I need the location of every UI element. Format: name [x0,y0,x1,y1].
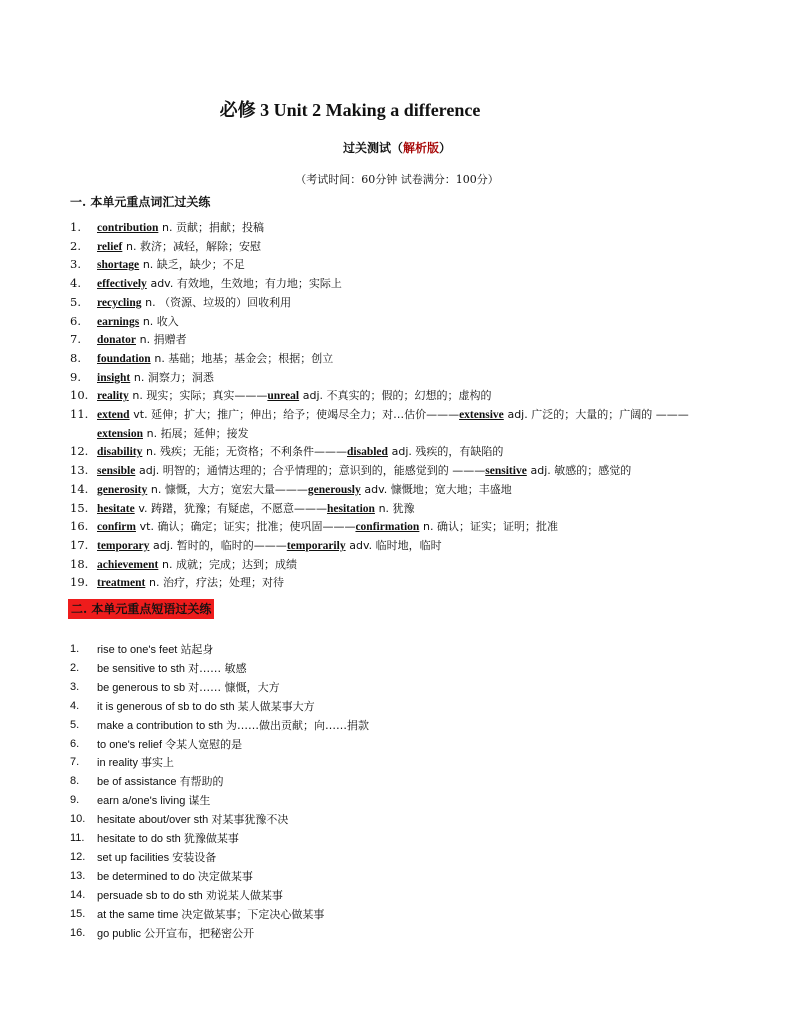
phrase-chinese: 决定做某事；下定决心做某事 [181,907,325,921]
section2-heading: 二. 本单元重点短语过关练 [68,599,214,619]
derived-definition: adj. 不真实的；假的；幻想的；虚构的 [302,389,492,403]
item-number: 1. [70,643,80,655]
phrase-item [70,679,720,698]
item-number: 13. [70,869,86,882]
item-number: 5. [70,718,80,731]
exam-info: （考试时间：60分钟 试卷满分：100分） [295,173,499,186]
vocab-item [70,369,720,388]
phrase-item [70,773,720,792]
vocab-item [70,256,720,275]
item-number: 10. [70,388,89,403]
page-title: 必修 3 Unit 2 Making a difference [219,100,481,120]
item-number: 14. [70,888,86,901]
vocab-item [70,500,720,519]
vocab-definition: n. 残疾；无能；无资格；不利条件——— [146,445,348,459]
vocab-definition: n. 救济；减轻，解除；安慰 [125,239,261,253]
derived-word: sensitive [485,465,527,478]
phrase-english: be determined to do [97,870,195,883]
phrase-item [70,906,720,925]
phrase-chinese: 令某人宽慰的是 [165,737,243,751]
derived-definition: n. 犹豫 [378,501,415,515]
phrase-chinese: 为……做出贡献；向……捐款 [226,718,370,732]
derived-definition: adv. 临时地，临时 [349,538,442,552]
vocab-word: treatment [97,577,146,590]
phrase-item [70,830,720,849]
vocab-item [70,387,720,406]
item-number: 8. [70,775,80,788]
page-subtitle [0,139,794,156]
item-number: 2. [70,661,80,674]
derived-definition: n. 拓展；延伸；接发 [146,426,249,440]
item-number: 10. [70,813,86,826]
vocab-definition: v. 踌躇，犹豫；有疑虑，不愿意——— [138,501,327,515]
vocab-word: sensible [97,465,136,478]
item-number: 6. [70,313,81,328]
vocab-definition: adj. 明智的；通情达理的；合乎情理的；意识到的，能感觉到的 ——— [139,464,486,478]
derived-word: extensive [459,409,504,422]
phrase-chinese: 对某事犹豫不决 [211,813,289,827]
phrase-english: be generous to sb [97,681,186,694]
item-number: 4. [70,276,81,291]
derived-definition: adj. 残疾的，有缺陷的 [391,445,504,459]
phrase-item [70,754,720,773]
vocab-definition: n. 慷慨，大方；宽宏大量——— [150,482,308,496]
derived-definition: adj. 广泛的；大量的；广阔的 ——— [507,408,689,422]
vocab-word: earnings [97,315,140,328]
vocab-item [70,518,720,537]
phrase-item [70,736,720,755]
derived-word: generously [307,483,361,496]
derived-word: hesitation [327,502,375,515]
phrase-chinese: 谋生 [188,794,211,808]
vocab-item [70,462,720,481]
item-number: 18. [70,556,89,571]
phrase-chinese: 决定做某事 [197,869,253,883]
section1-heading: 一. 本单元重点词汇过关练 [70,195,211,209]
phrase-chinese: 劝说某人做某事 [205,888,283,902]
item-number: 7. [70,756,80,769]
item-number: 1. [70,220,81,234]
phrase-chinese: 犹豫做某事 [183,832,239,846]
derived-word: extension [97,427,143,440]
phrase-english: hesitate to do sth [97,833,181,846]
subtitle-highlight: 解析版 [402,141,439,155]
phrase-chinese: 某人做某事大方 [237,699,315,713]
phrase-chinese: 有帮助的 [179,775,224,789]
vocab-definition: n. 贡献；捐献；投稿 [162,221,264,234]
vocab-word: extend [97,409,130,422]
vocab-definition: n. 现实；实际；真实——— [132,389,268,403]
item-number: 12. [70,444,89,459]
vocab-definition: n. 捐赠者 [139,333,187,347]
vocab-word: recycling [97,296,142,309]
item-number: 9. [70,794,80,807]
item-number: 4. [70,699,80,712]
vocab-definition: n. 成就；完成；达到；成绩 [161,557,297,571]
item-number: 11. [70,832,85,845]
vocab-definition: n. 基础；地基；基金会；根据；创立 [154,351,334,365]
derived-word: unreal [267,390,300,403]
phrase-item [70,792,720,811]
vocab-definition: vt. 延伸；扩大；推广；伸出；给予；使竭尽全力；对…估价——— [133,408,460,422]
vocab-definition: n. 洞察力；洞悉 [133,370,214,384]
phrase-item [70,717,720,736]
phrase-chinese: 安装设备 [172,850,217,864]
item-number: 17. [70,537,89,552]
phrase-list [70,641,720,944]
phrase-item [70,868,720,887]
phrase-english: go public [97,927,142,940]
item-number: 2. [70,238,81,253]
phrase-english: to one's relief [97,738,163,751]
vocab-definition: adj. 暂时的，临时的——— [153,538,287,552]
phrase-item [70,660,720,679]
vocab-definition: n. 收入 [142,314,179,328]
vocab-item [70,313,720,332]
vocab-definition: vt. 确认；确定；证实；批准；使巩固——— [139,520,356,534]
phrase-chinese: 公开宣布，把秘密公开 [144,926,255,940]
item-number: 15. [70,500,89,515]
vocab-word: donator [97,334,136,347]
derived-definition: n. 确认；证实；证明；批准 [423,520,558,534]
vocab-definition: n. 治疗，疗法；处理；对待 [148,576,284,590]
vocab-word: hesitate [97,502,135,515]
phrase-english: set up facilities [97,851,170,864]
phrase-english: rise to one's feet [97,644,178,656]
vocab-item [70,219,720,238]
phrase-english: persuade sb to do sth [97,889,203,902]
phrase-english: make a contribution to sth [97,719,223,732]
item-number: 5. [70,294,81,309]
derived-definition: adv. 慷慨地；宽大地；丰盛地 [364,482,512,496]
item-number: 9. [70,369,81,384]
vocab-word: contribution [97,222,159,234]
vocab-word: foundation [97,352,151,365]
phrase-chinese: 事实上 [141,756,175,770]
vocab-definition: n. （资源、垃圾的）回收利用 [145,295,292,309]
item-number: 12. [70,850,86,863]
vocab-word: confirm [97,521,136,534]
vocab-word: disability [97,446,143,459]
vocab-definition: adv. 有效地，生效地；有力地；实际上 [150,277,342,291]
phrase-item [70,849,720,868]
vocab-word: temporary [97,539,150,552]
vocab-item [70,481,720,500]
vocab-word: generosity [97,483,148,496]
item-number: 16. [70,926,86,939]
derived-word: temporarily [286,539,346,552]
item-number: 15. [70,907,86,920]
derived-definition: adj. 敏感的；感觉的 [530,464,632,478]
vocab-word: relief [97,240,123,253]
phrase-chinese: 对…… 敏感 [188,661,247,675]
vocab-item [70,331,720,350]
phrase-item [70,698,720,717]
phrase-english: in reality [97,757,138,770]
phrase-english: hesitate about/over sth [97,814,209,827]
vocab-item [70,238,720,257]
vocab-word: achievement [97,558,159,571]
item-number: 16. [70,519,89,534]
subtitle-end: ） [439,141,452,155]
vocabulary-list [70,219,720,593]
vocab-word: insight [97,371,131,384]
vocab-word: shortage [97,259,140,272]
vocab-definition: n. 缺乏，缺少；不足 [142,258,245,272]
item-number: 6. [70,737,80,750]
vocab-item [70,275,720,294]
vocab-item [70,294,720,313]
phrase-english: be of assistance [97,776,177,789]
vocab-item [70,443,720,462]
derived-word: disabled [347,446,388,459]
phrase-item [70,811,720,830]
item-number: 19. [70,575,89,590]
item-number: 8. [70,350,81,365]
vocab-word: reality [97,390,129,403]
item-number: 3. [70,680,80,693]
item-number: 13. [70,463,89,478]
phrase-item [70,887,720,906]
item-number: 7. [70,332,81,347]
phrase-item [70,925,720,944]
vocab-word: effectively [97,278,147,291]
vocab-item [70,406,720,443]
item-number: 3. [70,257,81,272]
phrase-english: earn a/one's living [97,795,186,808]
phrase-item [70,641,720,660]
phrase-english: it is generous of sb to do sth [97,700,235,713]
phrase-chinese: 站起身 [180,643,214,656]
derived-word: confirmation [355,521,420,534]
vocab-item [70,350,720,369]
phrase-chinese: 对…… 慷慨，大方 [188,680,280,694]
phrase-english: be sensitive to sth [97,662,186,675]
subtitle-main: 过关测试（ [342,141,403,155]
item-number: 11. [70,407,89,422]
vocab-item [70,556,720,575]
vocab-item [70,537,720,556]
phrase-english: at the same time [97,908,179,921]
vocab-item [70,574,720,593]
item-number: 14. [70,481,89,496]
